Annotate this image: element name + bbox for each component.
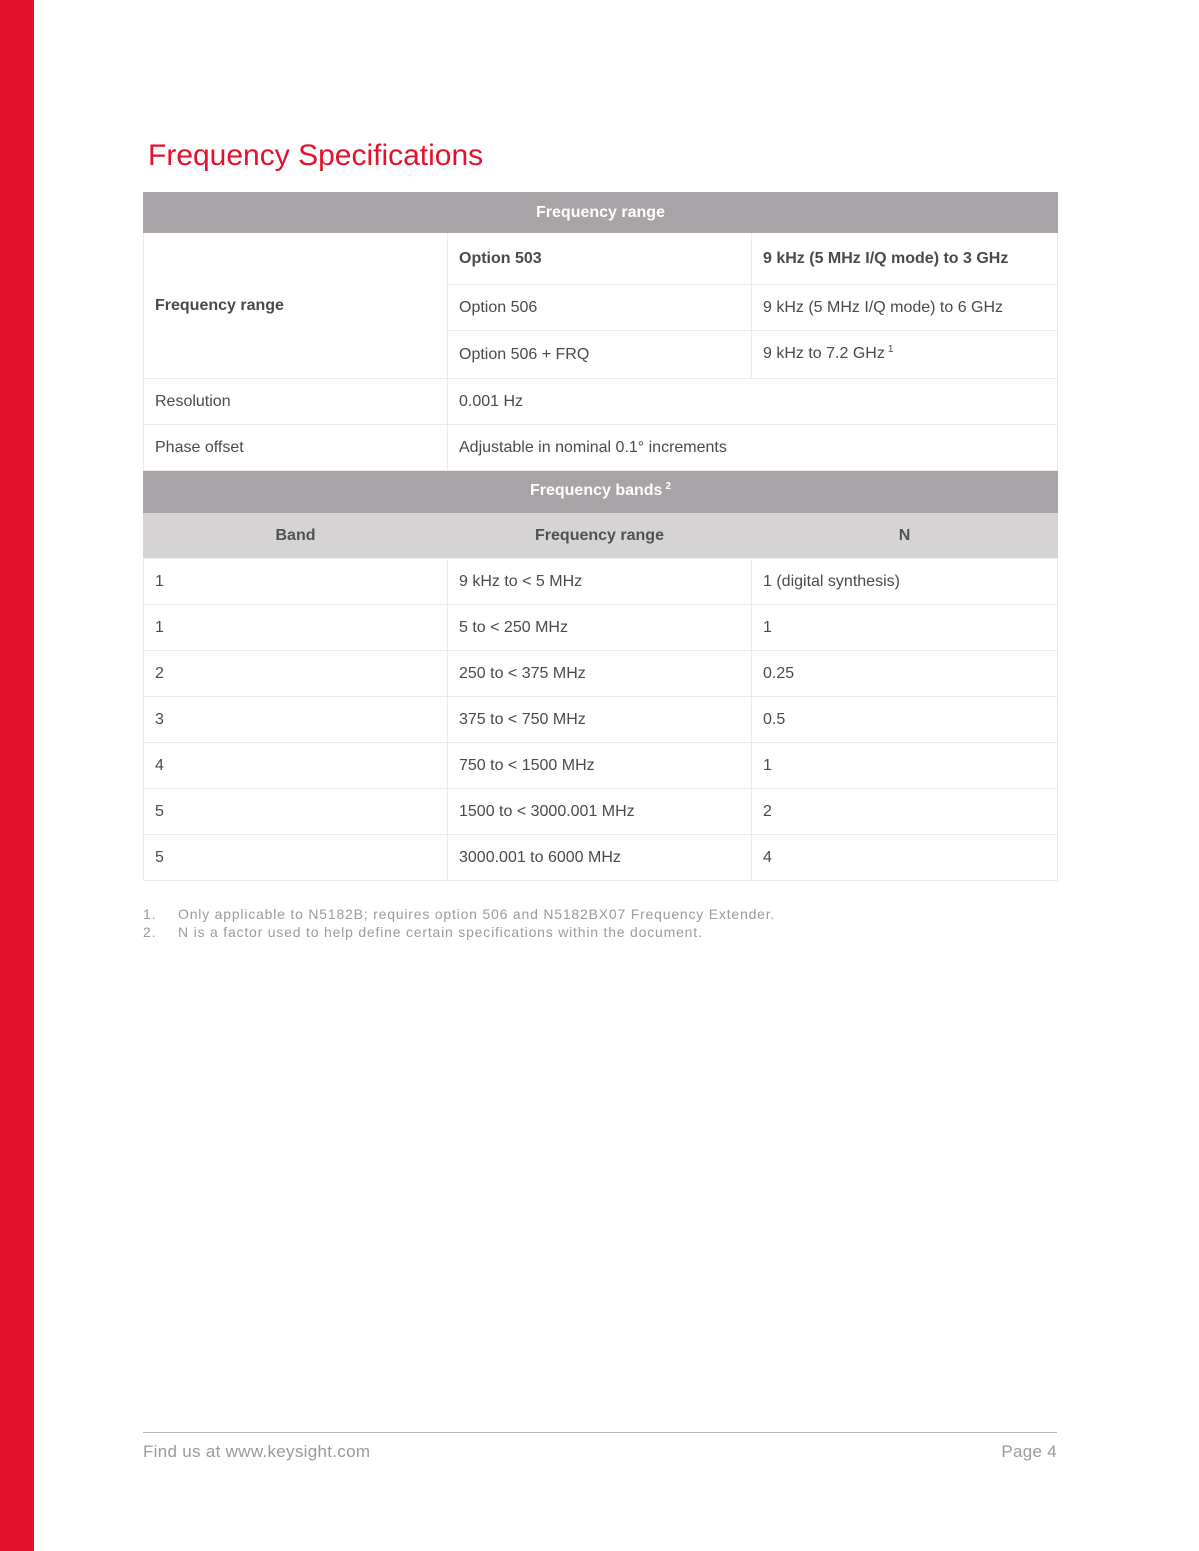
option-name-cell: Option 506	[448, 285, 752, 331]
table-row	[144, 835, 1058, 881]
n-cell: 0.5	[752, 697, 1058, 743]
range-cell: 1500 to < 3000.001 MHz	[448, 789, 752, 835]
phase-offset-label-cell: Phase offset	[144, 425, 448, 471]
band-cell: 1	[144, 559, 448, 605]
footnote-number: 2.	[143, 924, 157, 940]
table-row	[144, 605, 1058, 651]
band-cell: 5	[144, 789, 448, 835]
page-content	[143, 140, 1057, 941]
table-row	[144, 233, 1058, 285]
phase-offset-value-cell: Adjustable in nominal 0.1° increments	[448, 425, 1058, 471]
footnotes	[143, 905, 1057, 941]
table-row	[144, 789, 1058, 835]
option-value-cell: 9 kHz (5 MHz I/Q mode) to 3 GHz	[752, 233, 1058, 285]
footnote-item	[143, 905, 1057, 923]
section-header-text: Frequency bands	[529, 482, 663, 499]
option-value-cell	[752, 331, 1058, 379]
frequency-range-row-label: Frequency range	[144, 233, 448, 379]
option-value-text: 9 kHz to 7.2 GHz	[763, 345, 885, 362]
n-cell: 4	[752, 835, 1058, 881]
footnote-text: Only applicable to N5182B; requires option 506 and N5182BX07 Frequency Extender.	[178, 906, 776, 922]
section-header-frequency-range: Frequency range	[144, 193, 1058, 233]
range-cell: 9 kHz to < 5 MHz	[448, 559, 752, 605]
band-cell: 1	[144, 605, 448, 651]
range-cell: 3000.001 to 6000 MHz	[448, 835, 752, 881]
table-row	[144, 425, 1058, 471]
range-cell: 375 to < 750 MHz	[448, 697, 752, 743]
column-header-frequency-range: Frequency range	[448, 513, 752, 559]
table-row	[144, 651, 1058, 697]
frequency-specifications-table	[143, 192, 1058, 881]
footnote-number: 1.	[143, 906, 157, 922]
range-cell: 5 to < 250 MHz	[448, 605, 752, 651]
n-cell: 0.25	[752, 651, 1058, 697]
band-cell: 4	[144, 743, 448, 789]
resolution-value-cell: 0.001 Hz	[448, 379, 1058, 425]
column-header-n: N	[752, 513, 1058, 559]
table-row	[144, 379, 1058, 425]
footer-keysight-link[interactable]: Find us at www.keysight.com	[143, 1442, 371, 1461]
table-row	[144, 471, 1058, 513]
footnote-item	[143, 923, 1057, 941]
n-cell: 1	[752, 605, 1058, 651]
band-cell: 2	[144, 651, 448, 697]
option-name-cell: Option 506 + FRQ	[448, 331, 752, 379]
table-row	[144, 513, 1058, 559]
page-number: Page 4	[1001, 1442, 1057, 1461]
band-cell: 5	[144, 835, 448, 881]
n-cell: 2	[752, 789, 1058, 835]
footnote-ref-1: 1	[887, 344, 894, 355]
band-cell: 3	[144, 697, 448, 743]
footnote-ref-2: 2	[665, 481, 672, 492]
page-footer	[143, 1432, 1057, 1462]
page-title: Frequency Specifications	[148, 139, 484, 172]
table-row	[144, 559, 1058, 605]
resolution-label-cell: Resolution	[144, 379, 448, 425]
footnote-text: N is a factor used to help define certain specifications within the document.	[178, 924, 703, 940]
section-header-frequency-bands	[144, 471, 1058, 513]
n-cell: 1	[752, 743, 1058, 789]
option-name-cell: Option 503	[448, 233, 752, 285]
page-edge-accent	[0, 0, 34, 1551]
range-cell: 250 to < 375 MHz	[448, 651, 752, 697]
table-row	[144, 743, 1058, 789]
range-cell: 750 to < 1500 MHz	[448, 743, 752, 789]
option-value-cell: 9 kHz (5 MHz I/Q mode) to 6 GHz	[752, 285, 1058, 331]
column-header-band: Band	[144, 513, 448, 559]
table-row	[144, 697, 1058, 743]
n-cell: 1 (digital synthesis)	[752, 559, 1058, 605]
table-row	[144, 193, 1058, 233]
